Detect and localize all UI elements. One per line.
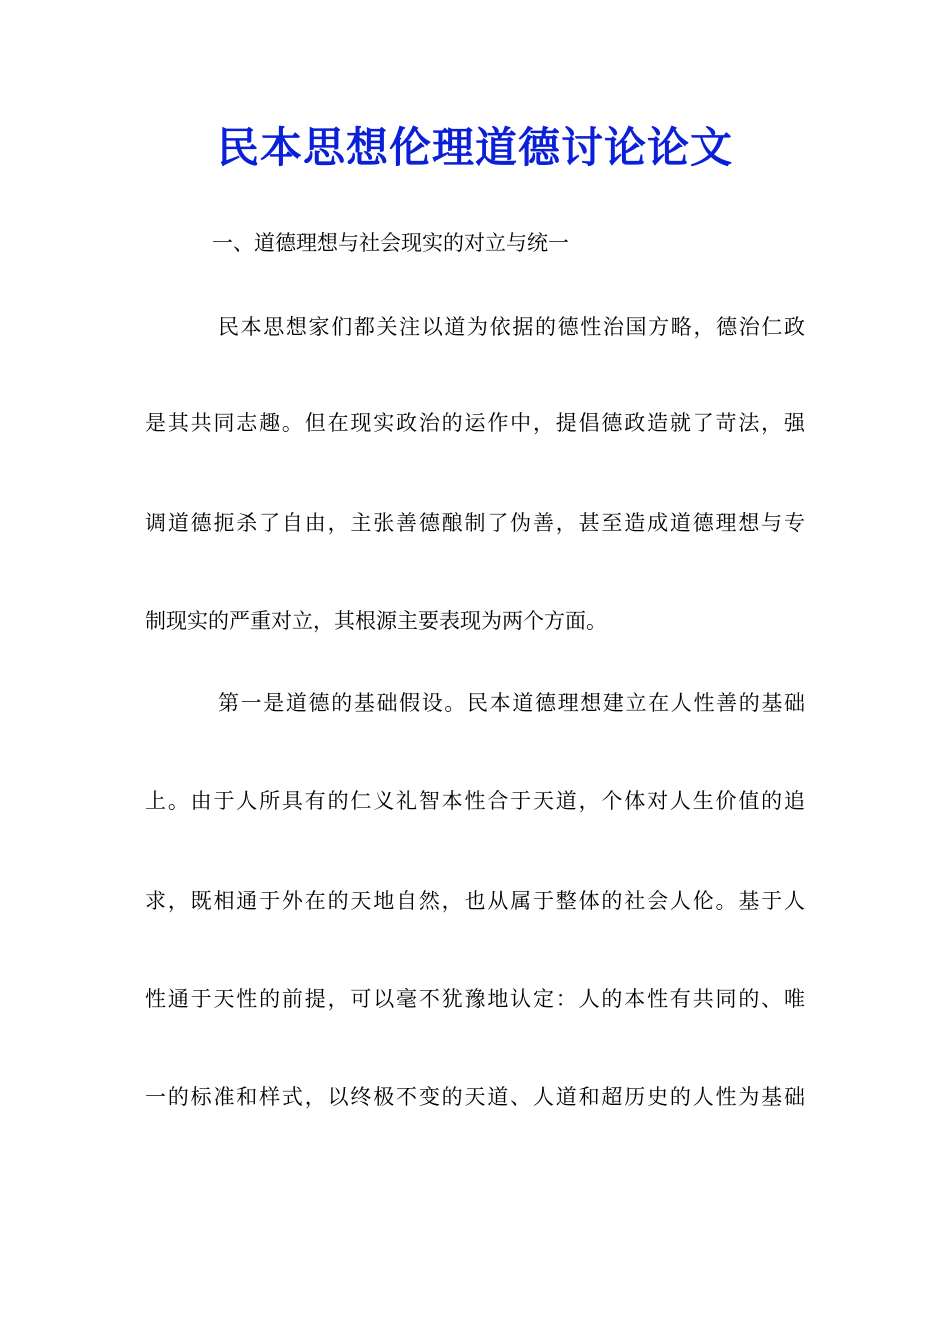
paragraph-line: 性通于天性的前提，可以毫不犹豫地认定：人的本性有共同的、唯	[145, 987, 805, 1011]
paragraph-line: 民本思想家们都关注以道为依据的德性治国方略，德治仁政	[218, 315, 805, 339]
document-title: 民本思想伦理道德讨论论文	[216, 123, 733, 172]
paragraph-line: 是其共同志趣。但在现实政治的运作中，提倡德政造就了苛法，强	[145, 411, 805, 435]
paragraph-line: 调道德扼杀了自由，主张善德酿制了伪善，甚至造成道德理想与专	[145, 511, 805, 535]
paragraph-line: 求，既相通于外在的天地自然，也从属于整体的社会人伦。基于人	[145, 889, 805, 913]
paragraph-line: 制现实的严重对立，其根源主要表现为两个方面。	[145, 609, 607, 633]
paragraph-line: 一的标准和样式，以终极不变的天道、人道和超历史的人性为基础	[145, 1085, 805, 1109]
section-heading: 一、道德理想与社会现实的对立与统一	[212, 231, 569, 255]
paragraph-line: 第一是道德的基础假设。民本道德理想建立在人性善的基础	[218, 691, 805, 715]
paragraph-line: 上。由于人所具有的仁义礼智本性合于天道，个体对人生价值的追	[145, 789, 805, 813]
